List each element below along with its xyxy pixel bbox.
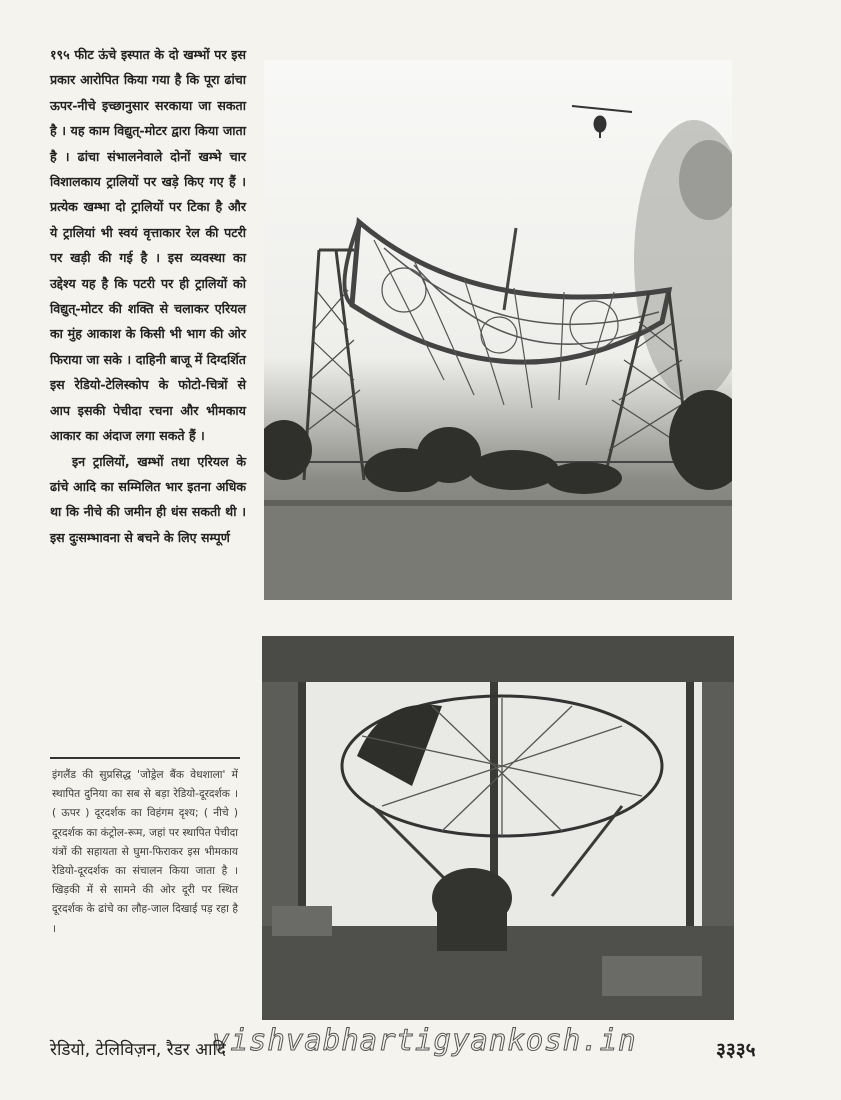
article-paragraph: इन ट्रालियों, खम्भों तथा एरियल के ढांचे आदि का सम्मिलित भार इतना अधिक था कि नीचे की जमीन ही धंस सकती थी । इस दुःसम्भावना से बचने के लिए सम्पूर्ण <box>50 453 246 545</box>
page-number: ३३३५ <box>716 1039 756 1061</box>
site-watermark: vishvabhartigyankosh.in <box>212 1023 637 1057</box>
article-body <box>50 42 246 550</box>
photo-caption: इंगलैंड की सुप्रसिद्ध 'जोड्रेल बैंक वेधशाला' में स्थापित दुनिया का सब से बड़ा रेडियो-दूरदर्शक । ( ऊपर ) दूरदर्शक का विहंगम दृश्य; ( नीचे ) दूरदर्शक का कंट्रोल-रूम, जहां पर स्थापित पेचीदा यंत्रों की सहायता से घुमा-फिराकर इस भीमकाय रेडियो-दूरदर्शक का संचालन किया जाता है । खिड़की में से सामने की ओर दूरी पर स्थित दूरदर्शक के ढांचे का लौह-जाल दिखाई पड़ रहा है । <box>52 769 238 935</box>
radio-telescope-photo <box>264 60 732 600</box>
caption-divider <box>50 757 240 759</box>
control-room-photo <box>262 636 734 1020</box>
section-title: रेडियो, टेलिविज़न, रैडर आदि <box>50 1040 226 1060</box>
radio-telescope-illustration <box>264 60 732 600</box>
helicopter-icon <box>572 106 632 138</box>
article-paragraph: १९५ फीट ऊंचे इस्पात के दो खम्भों पर इस प्रकार आरोपित किया गया है कि पूरा ढांचा ऊपर-नीचे इच्छानुसार सरकाया जा सकता है । यह काम विद्युत्-मोटर द्वारा किया जाता है । ढांचा संभालनेवाले दोनों खम्भे चार विशालकाय ट्रालियों पर खड़े किए गए हैं । प्रत्येक खम्भा दो ट्रालियों पर टिका है और ये ट्रालियां भी स्वयं वृत्ताकार रेल की पटरी पर खड़ी की गई है । इस व्यवस्था का उद्देश्य यह है कि पटरी पर ही ट्रालियों को विद्युत्-मोटर की शक्ति से चलाकर एरियल का मुंह आकाश के किसी भी भाग की ओर फिराया जा सके । दाहिनी बाजू में दिग्दर्शित इस रेडियो-टेलिस्कोप के फोटो-चित्रों से आप इसकी पेचीदा रचना और भीमकाय आकार का अंदाज लगा सकते हैं । <box>50 47 246 444</box>
control-room-illustration <box>262 636 734 1020</box>
